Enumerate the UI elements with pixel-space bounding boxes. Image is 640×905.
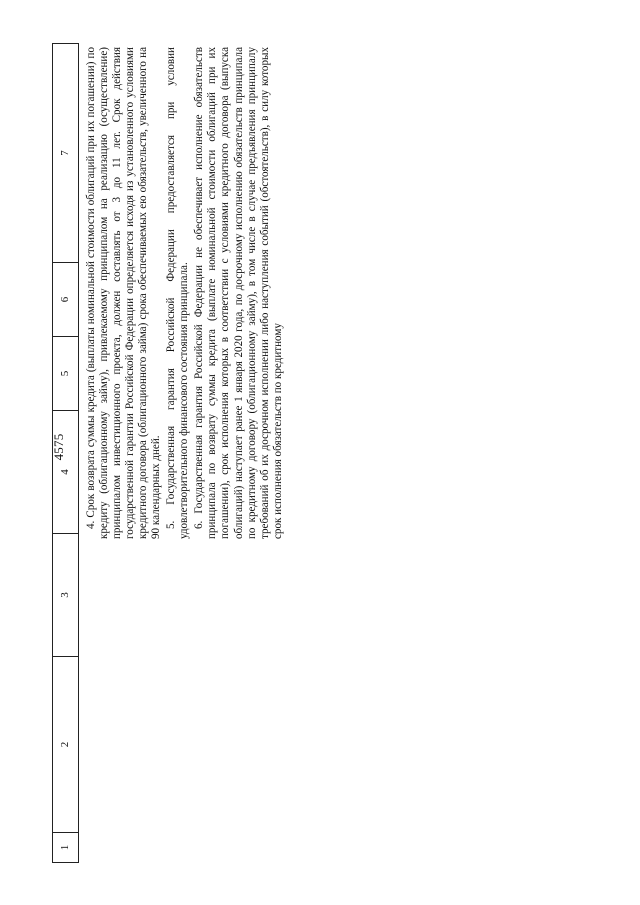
column-header-7: 7 xyxy=(59,150,71,156)
paragraph-6: 6. Государственная гарантия Российской Федерации не обеспечивает исполнение обязательств принципала по возврату суммы кредита (выплате номинальной стоимости облигаций при их погашении), срок исполнения которых в соответствии с условиями кредитного договора (выпуска облигаций) наступает ранее 1 января 2020 года, по досрочному исполнению обязательств принципала по кредитному договору (облигационному займу), в том числе в случае предъявления принципалу требований об их досрочном исполнении либо наступления событий (обстоятельств), в силу которых срок исполнения обязательств по кредитному xyxy=(193,47,284,539)
paragraph-4: 4. Срок возврата суммы кредита (выплаты номинальной стоимости облигаций при их погашении) по кредиту (облигационному займу), привлекаемому принципалом на реализацию (осуществление) принципалом инвестиционного проекта, должен составлять от 3 до 11 лет. Срок действия государственной гарантии Российской Федерации определяется исходя из установленного условиями кредитного договора (облигационного займа) срока обеспечиваемых ею обязательств, увеличенного на 90 календарных дней. xyxy=(85,47,163,539)
column-header-4: 4 xyxy=(53,410,78,533)
rotated-table-page xyxy=(52,43,608,863)
paragraph-5: 5. Государственная гарантия Российской Федерации предоставляется при условии удовлетворительного финансового состояния принципала. xyxy=(165,47,191,539)
column-header-2: 2 xyxy=(53,656,78,832)
column-7-content xyxy=(85,47,287,539)
page-number: 4575 xyxy=(51,433,66,461)
column-header-row xyxy=(52,43,79,863)
table-frame xyxy=(52,43,608,863)
column-header-3: 3 xyxy=(53,533,78,656)
column-header-1: 1 xyxy=(53,832,78,862)
column-header-5: 5 xyxy=(53,336,78,410)
column-header-6: 6 xyxy=(53,262,78,336)
